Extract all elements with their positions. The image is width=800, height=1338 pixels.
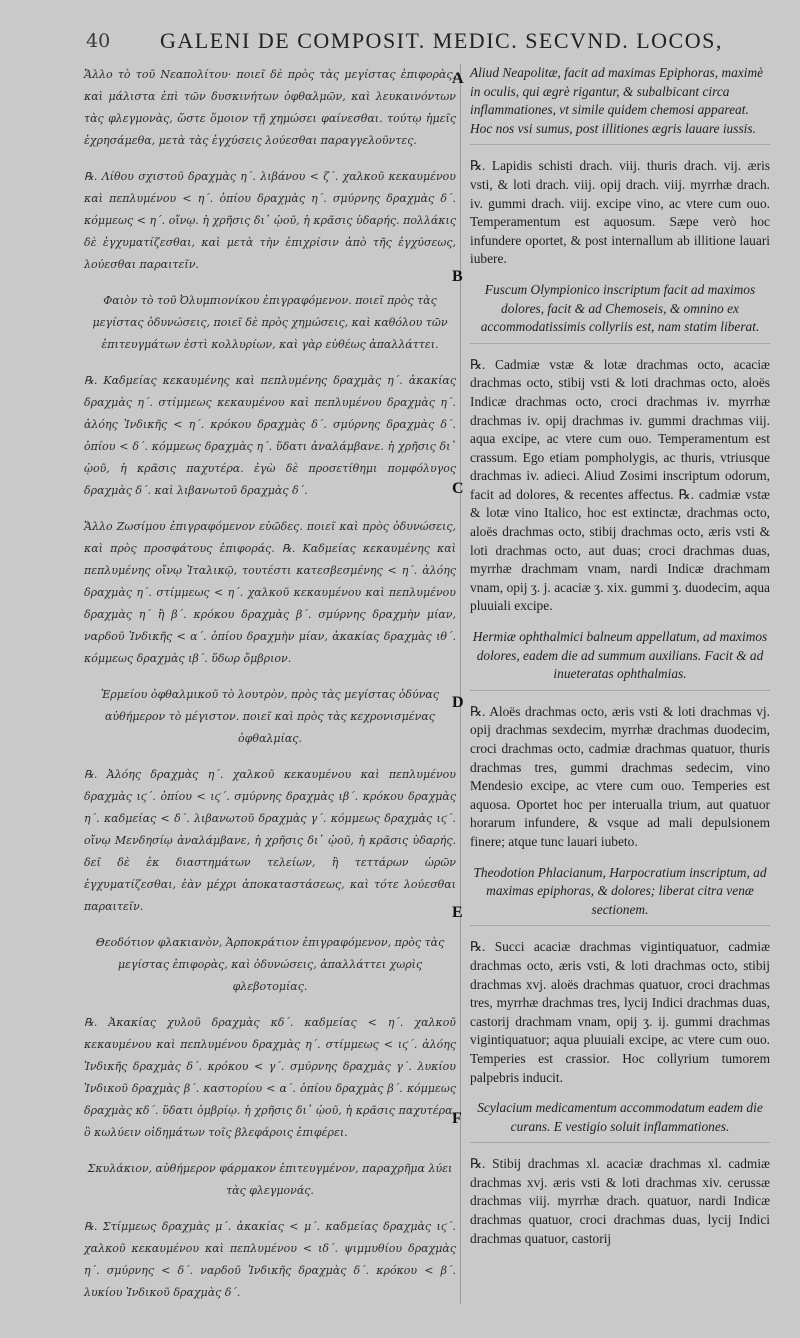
section-marker-a: A [452,70,464,87]
greek-paragraph: Ἄλλο Ζωσίμου ἐπιγραφόμενον εὐῶδες. ποιεῖ καὶ πρὸς ὀδυνώσεις, καὶ πρὸς προσφάτους ἐπιφοράς. ℞. Καδμείας κεκαυμένης καὶ πεπλυμένης οἴνῳ Ἰταλικῷ, τουτέστι κατεσβεσμένης < η΄. ἀλόης δραχμὰς η΄. στίμμεως < η΄. χαλκοῦ κεκαυμένου καὶ πεπλυμένου δραχμὰς η΄ ἢ β΄. κρόκου δραχμὰς β΄. σμύρνης δραχμὴν μίαν, ναρδοῦ Ἰνδικῆς < α΄. ὀπίου δραχμὴν μίαν, ἀκακίας δραχμὰς ιθ΄. κόμμεως δραχμὰς ιβ΄. ὕδωρ ὄμβριον. [84,520,456,665]
page-number: 40 [86,30,111,52]
latin-heading: Theodotion Phlacianum, Harpocratium inscriptum, ad maximas epiphoras, & dolores; liberat citra venæ sectionem. [470,864,770,927]
section-marker-b: B [452,268,463,285]
greek-paragraph: ℞. Στίμμεως δραχμὰς μ΄. ἀκακίας < μ΄. καδμείας δραχμὰς ιϛ΄. χαλκοῦ κεκαυμένου καὶ πεπλυμένου < ιδ΄. ψιμμυθίου δραχμὰς η΄. σμύρνης < δ΄. ναρδοῦ Ἰνδικῆς δραχμὰς δ΄. κρόκου < β΄. λυκίου Ἰνδικοῦ δραχμὰς δ΄. [84,1220,456,1299]
latin-paragraph: ℞. Aloës drachmas octo, æris vsti & loti drachmas vj. opij drachmas sexdecim, myrrhæ drachmas duodecim, croci drachmas octo, cadmiæ drachmas quatuor, thuris drachmas tres, gummi drachmas sedecim, vino Mendesio excipe, ac vtere cum ouo. Temperies est aquosa. Oportet hoc per interualla trium, aut quatuor horarum infundere, & vsque ad mali depulsionem finere; atque tunc lauari iubeto. [470,703,770,849]
section-marker-c: C [452,480,464,497]
greek-heading: Φαιὸν τὸ τοῦ Ὀλυμπιονίκου ἐπιγραφόμενον. ποιεῖ πρὸς τὰς μεγίστας ὀδυνώσεις, ποιεῖ δὲ πρὸς χημώσεις, καὶ καθόλου τῶν ἐπιτευγμάτων ἐστὶ κολλυρίων, καὶ γὰρ εὐθέως ἀπαλλάττει. [92,294,448,351]
latin-paragraph: ℞. Cadmiæ vstæ & lotæ drachmas octo, acaciæ drachmas octo, stibij vsti & loti drachmas octo, aloës Indicæ drachmas octo, croci drachmas iv. myrrhæ drachmas iv. opij drachmas iv. gummi drachmas viij. aqua excipe, ac vtere cum ouo. Temperamentum est crassum. Ego etiam pompholygis, ac thuris, vtriusque drachmas iv. adieci. Aliud Zosimi inscriptum odorum, facit ad dolores, & recentes affectus. ℞. cadmiæ vstæ & lotæ vino Italico, hoc est extinctæ, drachmas octo, aloës drachmas octo, stibij drachmas octo, æris vsti & loti drachmas octo, aut duas; croci drachmas duas, myrrhæ drachmam vnam, nardi Indicæ drachmam vnam, opij ʒ. j. acaciæ ʒ. xix. gummi ʒ. duodecim, aqua pluuiali excipe. [470,356,770,614]
latin-column [470,64,770,1260]
section-marker-f: F [452,1110,462,1127]
greek-paragraph: ℞. Καδμείας κεκαυμένης καὶ πεπλυμένης δραχμὰς η΄. ἀκακίας δραχμὰς η΄. στίμμεως κεκαυμένου καὶ πεπλυμένου δραχμὰς η΄. ἀλόης Ἰνδικῆς < η΄. κρόκου δραχμὰς δ΄. σμύρνης δραχμὰς δ΄. ὀπίου < δ΄. κόμμεως δραχμὰς η΄. ὕδατι ἀναλάμβανε. ἡ χρῆσις δι᾽ ᾠοῦ, ἡ κρᾶσις παχυτέρα. ἐγὼ δὲ προσετίθημι πομφόλυγος δραχμὰς δ΄. καὶ λιβανωτοῦ δραχμὰς δ΄. [84,374,456,497]
latin-paragraph: ℞. Succi acaciæ drachmas vigintiquatuor, cadmiæ drachmas octo, æris vsti, & loti drachmas octo, stibij drachmas xvj. aloës drachmas quatuor, croci drachmas tres, myrrhæ drachmas tres, lycij Indici drachmas duas, castorij drachmam vnam, opij ʒ. ij. gummi drachmas vigintiquatuor; aqua pluuiali excipe, ac vtere cum ouo. Temperies est crassior. Hoc collyrium tumorem palpebris inducit. [470,939,770,1085]
running-header: GALENI DE COMPOSIT. MEDIC. SECVND. LOCOS, [160,28,723,53]
latin-heading: Fuscum Olympionico inscriptum facit ad maximos dolores, facit & ad Chemoseis, & omnino ex accommodatissimis collyriis est, nam statim liberat. [470,281,770,344]
latin-heading: Scylacium medicamentum accommodatum eadem die curans. E vestigio soluit inflammationes. [470,1099,770,1143]
greek-column [84,64,456,1318]
latin-paragraph: ℞. Lapidis schisti drach. viij. thuris drach. vij. æris vsti, & loti drach. viij. opij drach. viij. myrrhæ drach. iv. gummi drach. viij. excipe vino, ac vtere cum ouo. Temperamentum est aquosum. Sæpe verò hoc infundere oportet, & post internallum ab illitione lauari iubere. [470,158,770,267]
section-marker-d: D [452,694,464,711]
latin-heading: Hermiæ ophthalmici balneum appellatum, ad maximos dolores, eadem die ad summum auxilians. Facit & ad inueteratas ophthalmias. [470,628,770,691]
greek-heading: Σκυλάκιον, αὐθήμερον φάρμακον ἐπιτευγμένον, παραχρῆμα λύει τὰς φλεγμονάς. [87,1162,453,1197]
greek-paragraph: ℞. Ἀλόης δραχμὰς η΄. χαλκοῦ κεκαυμένου καὶ πεπλυμένου δραχμὰς ιϛ΄. ὀπίου < ιϛ΄. σμύρνης δραχμὰς ιβ΄. κρόκου δραχμὰς η΄. καδμείας < δ΄. λιβανωτοῦ δραχμὰς γ΄. κόμμεως δραχμὰς ιϛ΄. οἴνῳ Μενδησίῳ ἀναλάμβανε, ἡ χρῆσις δι᾽ ᾠοῦ, ἡ κρᾶσις ὑδαρής. δεῖ δὲ ἐκ διαστημάτων τελείων, ἢ τεττάρων ὡρῶν ἐγχυματίζεσθαι, ἐὰν μέχρι ἀποκαταστάσεως, καὶ τότε λούεσθαι παραιτεῖν. [84,768,456,913]
greek-heading: Θεοδότιον φλακιανὸν, Ἁρποκράτιον ἐπιγραφόμενον, πρὸς τὰς μεγίστας ἐπιφορὰς, καὶ ὀδυνώσεις, ἀπαλλάττει χωρὶς φλεβοτομίας. [95,936,445,993]
greek-paragraph: ℞. Ἀκακίας χυλοῦ δραχμὰς κδ΄. καδμείας < η΄. χαλκοῦ κεκαυμένου καὶ πεπλυμένου δραχμὰς η΄. στίμμεως < ιϛ΄. ἀλόης Ἰνδικῆς δραχμὰς δ΄. κρόκου < γ΄. σμύρνης δραχμὰς γ΄. λυκίου Ἰνδικοῦ δραχμὰς β΄. καστορίου < α΄. ὀπίου δραχμὰς β΄. κόμμεως δραχμὰς κδ΄. ὕδατι ὀμβρίῳ. ἡ χρῆσις δι᾽ ᾠοῦ, ἡ κρᾶσις παχυτέρα, ὃ κωλύειν οἰδημάτων τοῖς βλεφάροις ἐπιφέρει. [84,1016,456,1139]
greek-heading: Ἑρμείου ὀφθαλμικοῦ τὸ λουτρὸν, πρὸς τὰς μεγίστας ὀδύνας αὐθήμερον τὸ μέγιστον. ποιεῖ καὶ πρὸς τὰς κεχρονισμένας ὀφθαλμίας. [100,688,440,745]
greek-paragraph: ℞. Λίθου σχιστοῦ δραχμὰς η΄. λιβάνου < ζ΄. χαλκοῦ κεκαυμένου καὶ πεπλυμένου < η΄. ὀπίου δραχμὰς η΄. σμύρνης δραχμὰς δ΄. κόμμεως < η΄. οἴνῳ. ἡ χρῆσις δι᾽ ᾠοῦ, ἡ κρᾶσις ὑδαρής. πολλάκις δὲ ἐγχυματίζεσθαι, καὶ μετὰ τὴν ἐπιχρίσιν ἀπὸ τῆς ἐγχύσεως, λούεσθαι παραιτεῖν. [84,170,456,271]
greek-paragraph: Ἄλλο τὸ τοῦ Νεαπολίτου· ποιεῖ δὲ πρὸς τὰς μεγίστας ἐπιφορὰς, καὶ μάλιστα ἐπὶ τῶν δυσκινήτων ὀφθαλμῶν, καὶ λευκαινόντων τὰς φλεγμονὰς, ὥστε ὅμοιον τῇ χημώσει φαίνεσθαι. τούτῳ ἡμεῖς ἐχρησάμεθα, μετὰ τὰς ἐγχύσεις λούεσθαι παραγγελοῦντες. [84,68,456,147]
latin-paragraph: ℞. Stibij drachmas xl. acaciæ drachmas xl. cadmiæ drachmas xvj. æris vsti & loti drachmas xiv. cerussæ drachmas viij. myrrhæ drach. quatuor, nardi Indicæ drachmas quatuor, croci drachmas duas, lycij Indici drachmas quatuor, castorij [470,1156,770,1246]
latin-heading: Aliud Neapolitæ, facit ad maximas Epiphoras, maximè in oculis, qui ægrè rigantur, & subalbicant circa inflammationes, vt simile quidem chemosi appareat. Hoc nos vsi sumus, post illitiones ægris lauare iussis. [470,64,770,145]
section-marker-e: E [452,904,463,921]
